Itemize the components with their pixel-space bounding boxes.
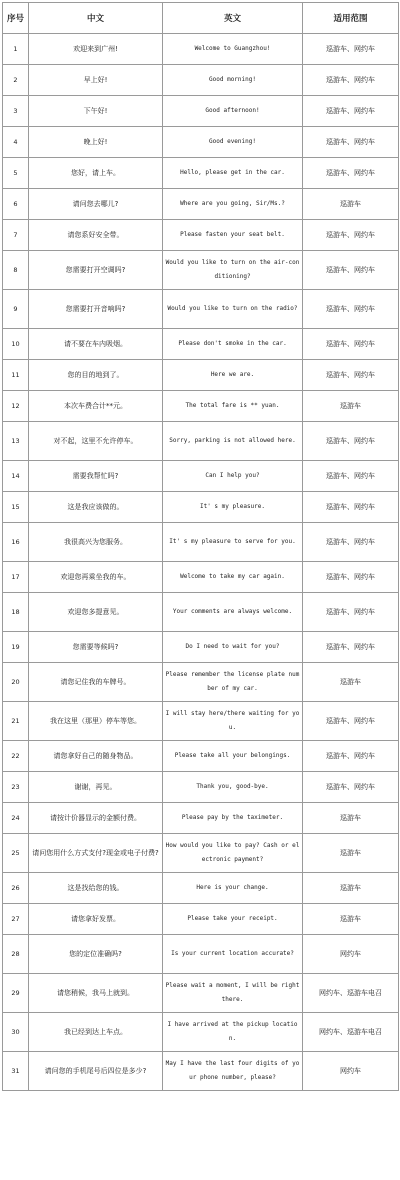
english-phrase: I have arrived at the pickup location. (163, 1013, 303, 1052)
header-english: 英文 (163, 3, 303, 34)
table-row (3, 803, 399, 834)
chinese-phrase: 请问您用什么方式支付?现金或电子付费? (29, 834, 163, 873)
english-phrase: Please remember the license plate number of my car. (163, 663, 303, 702)
english-phrase: Please take all your belongings. (163, 741, 303, 772)
english-phrase: Please fasten your seat belt. (163, 220, 303, 251)
applicable-scope: 巡游车、网约车 (303, 329, 399, 360)
row-number: 8 (3, 251, 29, 290)
chinese-phrase: 本次车费合计**元。 (29, 391, 163, 422)
table-row (3, 702, 399, 741)
english-phrase: Here is your change. (163, 873, 303, 904)
applicable-scope: 巡游车、网约车 (303, 127, 399, 158)
chinese-phrase: 您的目的地到了。 (29, 360, 163, 391)
row-number: 21 (3, 702, 29, 741)
chinese-phrase: 我已经到达上车点。 (29, 1013, 163, 1052)
applicable-scope: 网约车 (303, 935, 399, 974)
english-phrase: Please don't smoke in the car. (163, 329, 303, 360)
table-row (3, 741, 399, 772)
chinese-phrase: 您好，请上车。 (29, 158, 163, 189)
table-row (3, 65, 399, 96)
table-row (3, 873, 399, 904)
english-phrase: The total fare is ** yuan. (163, 391, 303, 422)
applicable-scope: 巡游车、网约车 (303, 220, 399, 251)
applicable-scope: 巡游车 (303, 904, 399, 935)
applicable-scope: 巡游车、网约车 (303, 702, 399, 741)
chinese-phrase: 您需要打开空调吗? (29, 251, 163, 290)
table-header (3, 3, 399, 34)
chinese-phrase: 谢谢，再见。 (29, 772, 163, 803)
chinese-phrase: 这是找给您的钱。 (29, 873, 163, 904)
applicable-scope: 巡游车、网约车 (303, 593, 399, 632)
table-row (3, 1052, 399, 1091)
english-phrase: Here we are. (163, 360, 303, 391)
english-phrase: I will stay here/there waiting for you. (163, 702, 303, 741)
table-row (3, 127, 399, 158)
table-row (3, 34, 399, 65)
applicable-scope: 巡游车、网约车 (303, 422, 399, 461)
english-phrase: Please wait a moment, I will be right there. (163, 974, 303, 1013)
applicable-scope: 巡游车 (303, 391, 399, 422)
applicable-scope: 网约车、巡游车电召 (303, 974, 399, 1013)
row-number: 20 (3, 663, 29, 702)
english-phrase: Would you like to turn on the radio? (163, 290, 303, 329)
row-number: 29 (3, 974, 29, 1013)
header-chinese: 中文 (29, 3, 163, 34)
applicable-scope: 巡游车、网约车 (303, 632, 399, 663)
table-row (3, 422, 399, 461)
row-number: 12 (3, 391, 29, 422)
row-number: 22 (3, 741, 29, 772)
chinese-phrase: 晚上好! (29, 127, 163, 158)
phrase-table-container (2, 2, 399, 1091)
chinese-phrase: 请不要在车内吸烟。 (29, 329, 163, 360)
english-phrase: Where are you going, Sir/Ms.? (163, 189, 303, 220)
table-row (3, 935, 399, 974)
english-phrase: Good evening! (163, 127, 303, 158)
table-row (3, 562, 399, 593)
applicable-scope: 巡游车、网约车 (303, 34, 399, 65)
chinese-phrase: 请按计价器显示的金额付费。 (29, 803, 163, 834)
chinese-phrase: 下午好! (29, 96, 163, 127)
table-row (3, 220, 399, 251)
row-number: 23 (3, 772, 29, 803)
chinese-phrase: 请问您的手机尾号后四位是多少? (29, 1052, 163, 1091)
row-number: 16 (3, 523, 29, 562)
row-number: 15 (3, 492, 29, 523)
header-number: 序号 (3, 3, 29, 34)
english-phrase: Please pay by the taximeter. (163, 803, 303, 834)
table-body (3, 34, 399, 1091)
applicable-scope: 巡游车 (303, 189, 399, 220)
table-row (3, 974, 399, 1013)
chinese-phrase: 欢迎您再乘坐我的车。 (29, 562, 163, 593)
chinese-phrase: 需要我帮忙吗? (29, 461, 163, 492)
chinese-phrase: 我很高兴为您服务。 (29, 523, 163, 562)
chinese-phrase: 请您拿好自己的随身物品。 (29, 741, 163, 772)
chinese-phrase: 早上好! (29, 65, 163, 96)
table-row (3, 904, 399, 935)
english-phrase: Is your current location accurate? (163, 935, 303, 974)
chinese-phrase: 欢迎您多提意见。 (29, 593, 163, 632)
applicable-scope: 网约车、巡游车电召 (303, 1013, 399, 1052)
phrase-table (2, 2, 399, 1091)
english-phrase: Would you like to turn on the air-conditioning? (163, 251, 303, 290)
table-row (3, 461, 399, 492)
english-phrase: Please take your receipt. (163, 904, 303, 935)
applicable-scope: 巡游车、网约车 (303, 562, 399, 593)
chinese-phrase: 我在这里（那里）停车等您。 (29, 702, 163, 741)
english-phrase: May I have the last four digits of your phone number, please? (163, 1052, 303, 1091)
table-row (3, 834, 399, 873)
row-number: 4 (3, 127, 29, 158)
chinese-phrase: 您的定位准确吗? (29, 935, 163, 974)
table-row (3, 360, 399, 391)
applicable-scope: 巡游车 (303, 873, 399, 904)
table-row (3, 1013, 399, 1052)
english-phrase: Good morning! (163, 65, 303, 96)
row-number: 28 (3, 935, 29, 974)
table-row (3, 158, 399, 189)
table-row (3, 96, 399, 127)
table-row (3, 189, 399, 220)
row-number: 24 (3, 803, 29, 834)
row-number: 6 (3, 189, 29, 220)
applicable-scope: 巡游车 (303, 803, 399, 834)
chinese-phrase: 欢迎来到广州! (29, 34, 163, 65)
table-row (3, 290, 399, 329)
row-number: 19 (3, 632, 29, 663)
chinese-phrase: 请您拿好发票。 (29, 904, 163, 935)
table-row (3, 772, 399, 803)
row-number: 11 (3, 360, 29, 391)
applicable-scope: 巡游车、网约车 (303, 523, 399, 562)
table-row (3, 251, 399, 290)
applicable-scope: 巡游车、网约车 (303, 158, 399, 189)
chinese-phrase: 请您稍候，我马上就到。 (29, 974, 163, 1013)
english-phrase: It' s my pleasure. (163, 492, 303, 523)
chinese-phrase: 对不起，这里不允许停车。 (29, 422, 163, 461)
row-number: 27 (3, 904, 29, 935)
chinese-phrase: 请您系好安全带。 (29, 220, 163, 251)
english-phrase: Hello, please get in the car. (163, 158, 303, 189)
row-number: 1 (3, 34, 29, 65)
table-row (3, 523, 399, 562)
chinese-phrase: 请您记住我的车牌号。 (29, 663, 163, 702)
applicable-scope: 巡游车、网约车 (303, 251, 399, 290)
applicable-scope: 巡游车、网约车 (303, 461, 399, 492)
row-number: 9 (3, 290, 29, 329)
english-phrase: It' s my pleasure to serve for you. (163, 523, 303, 562)
chinese-phrase: 您需要打开音响吗? (29, 290, 163, 329)
table-row (3, 391, 399, 422)
english-phrase: Good afternoon! (163, 96, 303, 127)
row-number: 25 (3, 834, 29, 873)
applicable-scope: 巡游车、网约车 (303, 492, 399, 523)
row-number: 3 (3, 96, 29, 127)
applicable-scope: 巡游车 (303, 663, 399, 702)
row-number: 30 (3, 1013, 29, 1052)
header-scope: 适用范围 (303, 3, 399, 34)
applicable-scope: 巡游车、网约车 (303, 360, 399, 391)
row-number: 18 (3, 593, 29, 632)
table-row (3, 632, 399, 663)
row-number: 31 (3, 1052, 29, 1091)
english-phrase: Sorry, parking is not allowed here. (163, 422, 303, 461)
applicable-scope: 巡游车、网约车 (303, 65, 399, 96)
table-row (3, 492, 399, 523)
row-number: 26 (3, 873, 29, 904)
table-row (3, 663, 399, 702)
table-row (3, 593, 399, 632)
row-number: 17 (3, 562, 29, 593)
row-number: 7 (3, 220, 29, 251)
english-phrase: Your comments are always welcome. (163, 593, 303, 632)
chinese-phrase: 请问您去哪儿? (29, 189, 163, 220)
header-row (3, 3, 399, 34)
row-number: 13 (3, 422, 29, 461)
chinese-phrase: 您需要等候吗? (29, 632, 163, 663)
applicable-scope: 网约车 (303, 1052, 399, 1091)
row-number: 10 (3, 329, 29, 360)
applicable-scope: 巡游车、网约车 (303, 772, 399, 803)
applicable-scope: 巡游车、网约车 (303, 290, 399, 329)
english-phrase: Welcome to take my car again. (163, 562, 303, 593)
english-phrase: Thank you, good-bye. (163, 772, 303, 803)
row-number: 5 (3, 158, 29, 189)
english-phrase: Do I need to wait for you? (163, 632, 303, 663)
row-number: 14 (3, 461, 29, 492)
english-phrase: Can I help you? (163, 461, 303, 492)
english-phrase: How would you like to pay? Cash or electronic payment? (163, 834, 303, 873)
table-row (3, 329, 399, 360)
row-number: 2 (3, 65, 29, 96)
applicable-scope: 巡游车、网约车 (303, 96, 399, 127)
applicable-scope: 巡游车 (303, 834, 399, 873)
chinese-phrase: 这是我应该做的。 (29, 492, 163, 523)
applicable-scope: 巡游车、网约车 (303, 741, 399, 772)
english-phrase: Welcome to Guangzhou! (163, 34, 303, 65)
